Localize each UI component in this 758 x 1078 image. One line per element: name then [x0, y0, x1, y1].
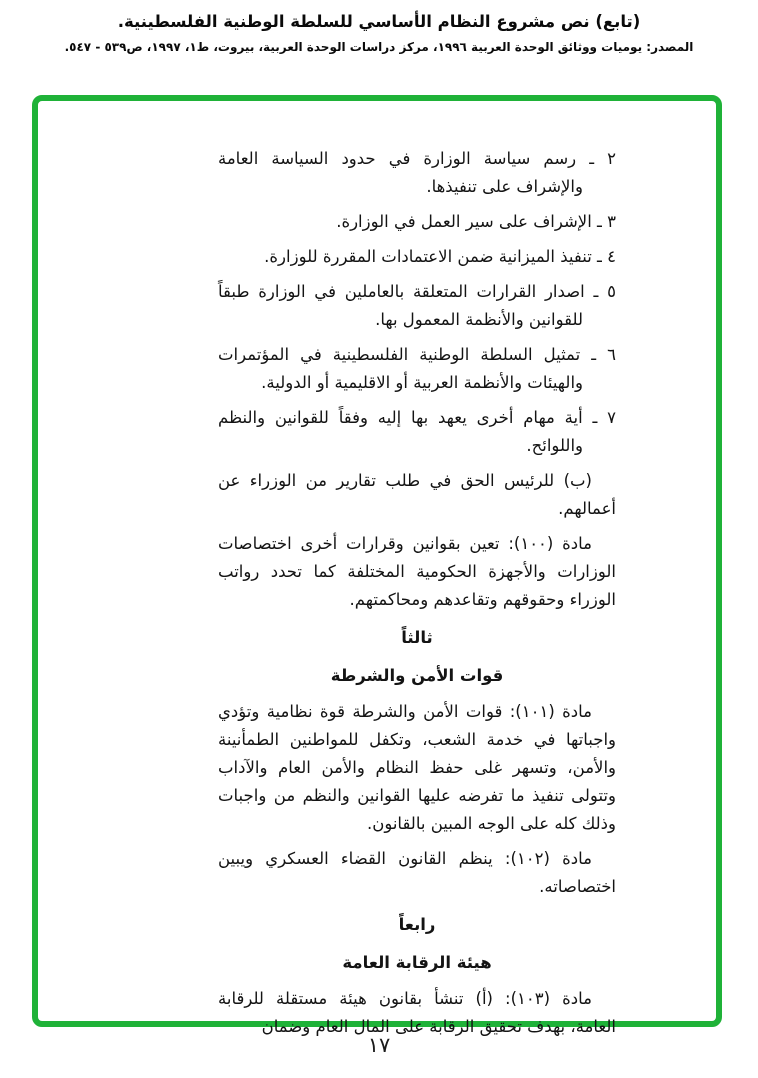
- list-item: ٢ ـ رسم سياسة الوزارة في حدود السياسة العامة والإشراف على تنفيذها.: [218, 149, 616, 196]
- document-body: [218, 145, 616, 1048]
- section-heading: رابعاً: [398, 915, 436, 934]
- document-title: (تابع) نص مشروع النظام الأساسي للسلطة الوطنية الفلسطينية.: [117, 12, 641, 31]
- list-item: ٥ ـ اصدار القرارات المتعلقة بالعاملين في الوزارة طبقاً للقوانين والأنظمة المعمول بها.: [218, 282, 616, 329]
- article-paragraph: مادة (١٠١): قوات الأمن والشرطة قوة نظامية وتؤدي واجباتها في خدمة الشعب، وتكفل للمواطنين الطمأنينة والأمن، وتسهر غلى حفظ النظام والأمن العام والآداب وتتولى تنفيذ ما تفرضه عليها القوانين والنظم من واجبات وذلك كله على الوجه المبين بالقانون.: [218, 702, 616, 833]
- page-header: [0, 12, 758, 54]
- section-heading: قوات الأمن والشرطة: [330, 666, 504, 685]
- section-heading: ثالثاً: [401, 628, 433, 647]
- article-paragraph: مادة (١٠٠): تعين بقوانين وقرارات أخرى اختصاصات الوزارات والأجهزة الحكومية المختلفة كما تحدد رواتب الوزراء وحقوقهم وتقاعدهم ومحاكمتهم.: [218, 534, 616, 609]
- green-document-frame: [32, 95, 722, 1036]
- article-paragraph: مادة (١٠٣): (أ) تنشأ بقانون هيئة مستقلة للرقابة العامة، بهدف تحقيق الرقابة على المال العام وضمان: [218, 989, 616, 1036]
- list-item: ٦ ـ تمثيل السلطة الوطنية الفلسطينية في المؤتمرات والهيئات والأنظمة العربية أو الاقليمية أو الدولية.: [218, 345, 616, 392]
- page-number: ١٧: [367, 1033, 391, 1057]
- section-heading: هيئة الرقابة العامة: [342, 953, 492, 972]
- article-paragraph: مادة (١٠٢): ينظم القانون القضاء العسكري ويبين اختصاصاته.: [218, 849, 616, 896]
- list-item: ٣ ـ الإشراف على سير العمل في الوزارة.: [336, 212, 616, 231]
- list-item: ٧ ـ أية مهام أخرى يعهد بها إليه وفقاً للقوانين والنظم واللوائح.: [218, 408, 616, 455]
- article-paragraph: (ب) للرئيس الحق في طلب تقارير من الوزراء عن أعمالهم.: [218, 471, 616, 518]
- document-source-line: المصدر: يوميات ووثائق الوحدة العربية ١٩٩٦، مركز دراسات الوحدة العربية، بيروت، ط١، ١٩٩٧، ص٥٣٩ - ٥٤٧.: [64, 40, 694, 54]
- list-item: ٤ ـ تنفيذ الميزانية ضمن الاعتمادات المقررة للوزارة.: [264, 247, 616, 266]
